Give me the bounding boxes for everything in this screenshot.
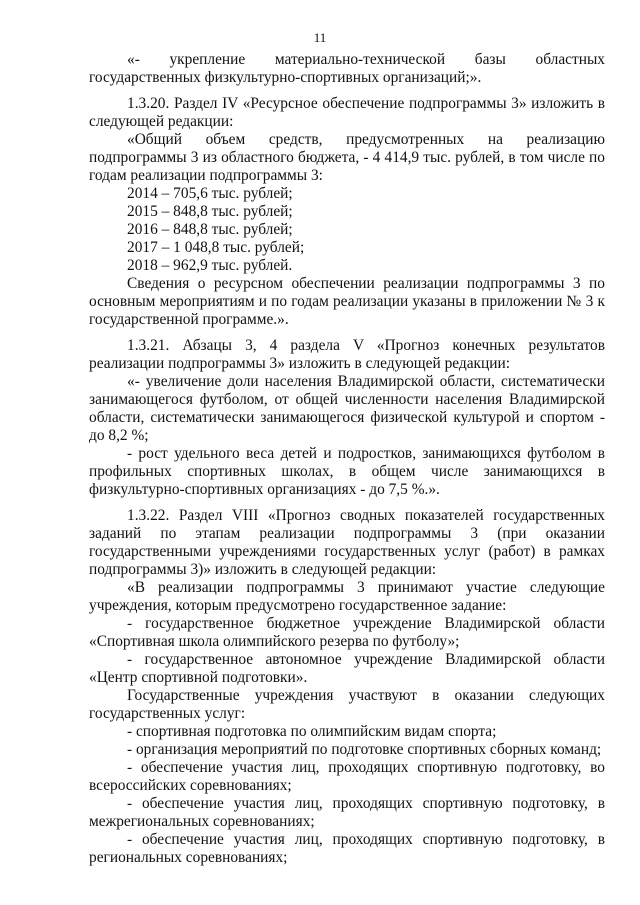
- paragraph-gap: [89, 329, 605, 337]
- paragraph-gap: [89, 87, 605, 95]
- year-amount-line: 2018 – 962,9 тыс. рублей.: [127, 257, 293, 274]
- year-amount-line: 2016 – 848,8 тыс. рублей;: [127, 221, 293, 238]
- paragraph: - обеспечение участия лиц, проходящих спортивную подготовку, во всероссийских соревнованиях;: [89, 759, 605, 794]
- year-amount-line: 2014 – 705,6 тыс. рублей;: [127, 185, 293, 202]
- paragraph: - государственное автономное учреждение Владимирской области «Центр спортивной подготовки».: [89, 651, 605, 686]
- paragraph: «В реализации подпрограммы 3 принимают участие следующие учреждения, которым предусмотрено государственное задание:: [89, 579, 605, 614]
- paragraph: 1.3.20. Раздел IV «Ресурсное обеспечение подпрограммы 3» изложить в следующей редакции:: [89, 95, 605, 130]
- paragraph: - организация мероприятий по подготовке спортивных сборных команд;: [127, 741, 602, 758]
- document-body: [89, 51, 605, 867]
- paragraph: Государственные учреждения участвуют в оказании следующих государственных услуг:: [89, 687, 605, 722]
- paragraph: «Общий объем средств, предусмотренных на реализацию подпрограммы 3 из областного бюджета, - 4 414,9 тыс. рублей, в том числе по годам реализации подпрограммы 3:: [89, 131, 605, 184]
- paragraph: - обеспечение участия лиц, проходящих спортивную подготовку, в межрегиональных соревнованиях;: [89, 795, 605, 830]
- year-amount-line: 2017 – 1 048,8 тыс. рублей;: [127, 239, 305, 256]
- paragraph: 1.3.22. Раздел VIII «Прогноз сводных показателей государственных заданий по этапам реализации подпрограммы 3 (при оказании государственными учреждениями государственных услуг (работ) в рамках подпрограммы 3)» изложить в следующей редакции:: [89, 507, 605, 578]
- paragraph: «- увеличение доли населения Владимирской области, систематически занимающегося футболом, от общей численности населения Владимирской области, систематически занимающегося физической культурой и спортом - до 8,2 %;: [89, 373, 605, 444]
- paragraph: - государственное бюджетное учреждение Владимирской области «Спортивная школа олимпийского резерва по футболу»;: [89, 615, 605, 650]
- paragraph: Сведения о ресурсном обеспечении реализации подпрограммы 3 по основным мероприятиям и по годам реализации указаны в приложении № 3 к государственной программе.».: [89, 275, 605, 328]
- paragraph: - рост удельного веса детей и подростков, занимающихся футболом в профильных спортивных школах, в общем числе занимающихся в физкультурно-спортивных организациях - до 7,5 %.».: [89, 445, 605, 498]
- paragraph: - спортивная подготовка по олимпийским видам спорта;: [127, 723, 497, 740]
- paragraph-gap: [89, 499, 605, 507]
- year-amount-line: 2015 – 848,8 тыс. рублей;: [127, 203, 293, 220]
- paragraph: 1.3.21. Абзацы 3, 4 раздела V «Прогноз конечных результатов реализации подпрограммы 3» изложить в следующей редакции:: [89, 337, 605, 372]
- paragraph: «- укрепление материально-технической базы областных государственных физкультурно-спортивных организаций;».: [89, 51, 605, 86]
- paragraph: - обеспечение участия лиц, проходящих спортивную подготовку, в региональных соревнованиях;: [89, 831, 605, 866]
- page-number: 11: [313, 30, 327, 45]
